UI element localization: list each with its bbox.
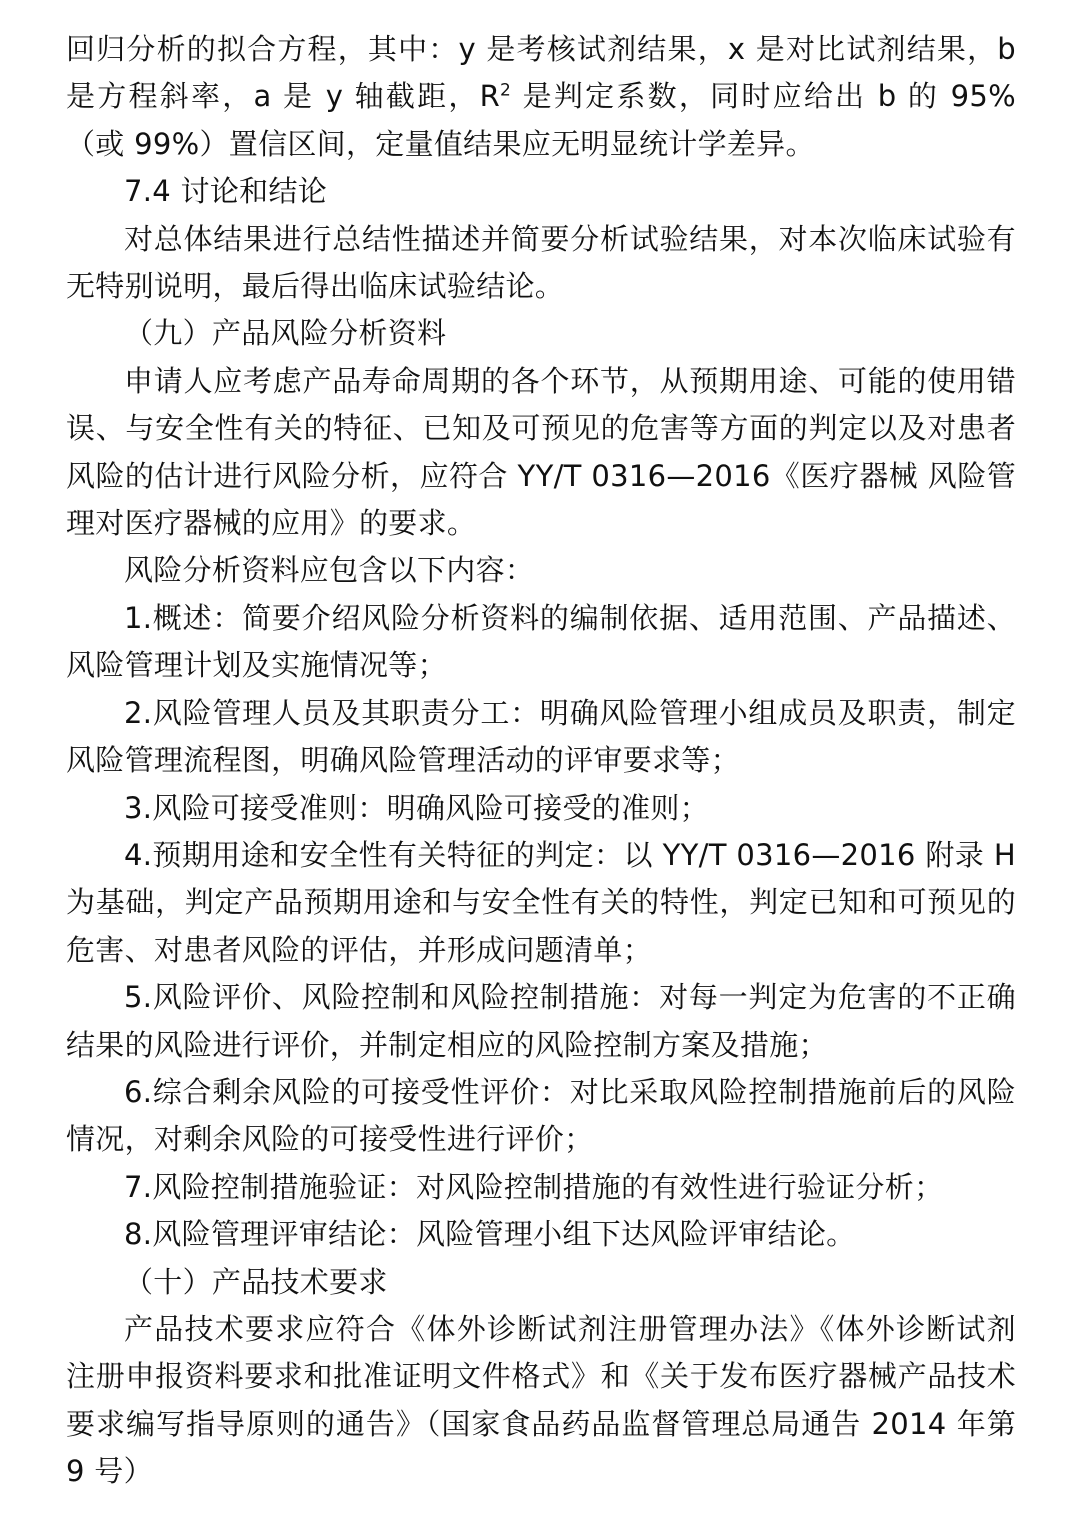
paragraph-text-continued: 是判定系数，同时应给出 b 的 95%（或 99%）置信区间，定量值结果应无明显统计学差异。 <box>66 79 1016 161</box>
list-item-1: 1.概述：简要介绍风险分析资料的编制依据、适用范围、产品描述、风险管理计划及实施情况等； <box>66 600 1016 683</box>
paragraph-discussion: 对总体结果进行总结性描述并简要分析试验结果，对本次临床试验有无特别说明，最后得出临床试验结论。 <box>66 221 1016 304</box>
section-heading-7-4: 7.4 讨论和结论 <box>124 174 328 209</box>
list-item-7: 7.风险控制措施验证：对风险控制措施的有效性进行验证分析； <box>124 1169 944 1204</box>
list-item-6: 6.综合剩余风险的可接受性评价：对比采取风险控制措施前后的风险情况，对剩余风险的可接受性进行评价； <box>66 1074 1016 1157</box>
list-item-3: 3.风险可接受准则：明确风险可接受的准则； <box>124 790 709 825</box>
paragraph-text: 回归分析的拟合方程，其中：y 是考核试剂结果，x 是对比试剂结果，b 是方程斜率，a 是 y 轴截距，R <box>66 32 1016 114</box>
paragraph-tech-requirements: 产品技术要求应符合《体外诊断试剂注册管理办法》《体外诊断试剂注册申报资料要求和批准证明文件格式》和《关于发布医疗器械产品技术要求编写指导原则的通告》（国家食品药品监督管理总局通告 2014 年第 9 号） <box>66 1311 1016 1489</box>
list-item-2: 2.风险管理人员及其职责分工：明确风险管理小组成员及职责，制定风险管理流程图，明确风险管理活动的评审要求等； <box>66 695 1016 778</box>
document-body <box>66 26 1016 1496</box>
list-item-4: 4.预期用途和安全性有关特征的判定：以 YY/T 0316—2016 附录 H 为基础，判定产品预期用途和与安全性有关的特性，判定已知和可预见的危害、对患者风险的评估，并形成问题清单； <box>66 837 1016 967</box>
paragraph-regression-equation <box>66 26 1016 168</box>
section-heading-9: （九）产品风险分析资料 <box>124 316 447 351</box>
section-heading-10: （十）产品技术要求 <box>124 1264 388 1299</box>
paragraph-risk-analysis-intro: 申请人应考虑产品寿命周期的各个环节，从预期用途、可能的使用错误、与安全性有关的特征、已知及可预见的危害等方面的判定以及对患者风险的估计进行风险分析，应符合 YY/T 0316—2016《医疗器械 风险管理对医疗器械的应用》的要求。 <box>66 363 1016 541</box>
paragraph-risk-contents: 风险分析资料应包含以下内容： <box>124 553 535 588</box>
list-item-5: 5.风险评价、风险控制和风险控制措施：对每一判定为危害的不正确结果的风险进行评价，并制定相应的风险控制方案及措施； <box>66 980 1016 1062</box>
superscript-2: 2 <box>500 80 512 101</box>
list-item-8: 8.风险管理评审结论：风险管理小组下达风险评审结论。 <box>124 1217 856 1252</box>
